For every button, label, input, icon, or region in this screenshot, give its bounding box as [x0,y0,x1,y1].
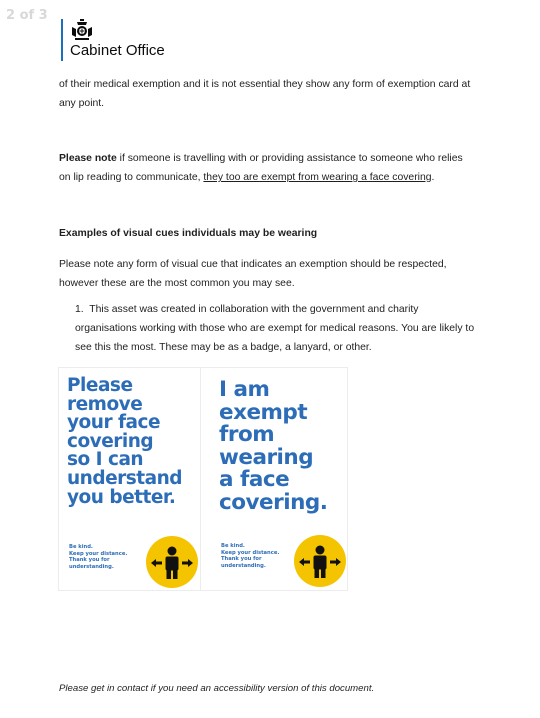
poster-line: you better. [67,486,176,508]
org-name: Cabinet Office [70,42,165,59]
note-label: Please note [59,153,117,164]
small-line: Keep your distance. [221,549,280,556]
poster-line: understand [67,467,183,489]
poster-headline [219,379,327,514]
accessibility-footer: Please get in contact if you need an accessibility version of this document. [59,683,375,694]
remove-face-covering-poster [59,368,205,590]
poster-small-print [69,544,143,570]
poster-line: covering. [219,489,328,515]
distancing-person-icon [146,536,198,588]
poster-line: remove [67,393,143,415]
small-line: Be kind. [69,544,93,550]
royal-crest-icon [70,19,94,41]
poster-line: covering [67,430,154,452]
lip-reading-note [59,149,471,187]
section-heading: Examples of visual cues individuals may be wearing [59,228,318,239]
small-line: Thank you for [221,556,262,563]
page-counter: 2 of 3 [6,8,48,23]
poster-line: so I can [67,449,144,471]
list-number: 1. [75,304,84,315]
exemption-card-paragraph: of their medical exemption and it is not essential they show any form of exemption card at any point. [59,79,471,109]
small-line: understanding. [69,563,114,570]
small-line: Be kind. [221,543,245,549]
cabinet-office-logo [61,19,165,61]
poster-line: I am [219,377,270,402]
poster-line: Please [67,375,133,396]
poster-line: from [219,422,275,447]
list-item-text: This asset was created in collaboration with the government and charity organisations working with those who are exempt for medical reasons. You are likely to see this the most. These may be as a badge, a lanyard, or other. [75,304,475,353]
distancing-person-icon [294,535,346,587]
small-line: Keep your distance. [69,550,128,557]
poster-line: wearing [219,444,314,470]
note-underlined-text: they too are exempt from wearing a face covering [203,172,432,183]
small-line: Thank you for [69,557,110,564]
poster-line: your face [67,412,161,434]
poster-headline [67,377,182,507]
exempt-face-covering-poster [201,368,347,590]
note-text: if someone is travelling with or providing assistance to someone who relies on lip reading to communicate, [59,153,463,183]
poster-line: a face [219,467,290,492]
visual-cue-paragraph: Please note any form of visual cue that indicates an exemption should be respected, however these are the most common you may see. [59,259,447,289]
poster-small-print [221,543,295,569]
small-line: understanding. [221,562,266,569]
note-end: . [431,172,435,183]
list-item [75,300,475,357]
poster-line: exempt [219,399,308,425]
